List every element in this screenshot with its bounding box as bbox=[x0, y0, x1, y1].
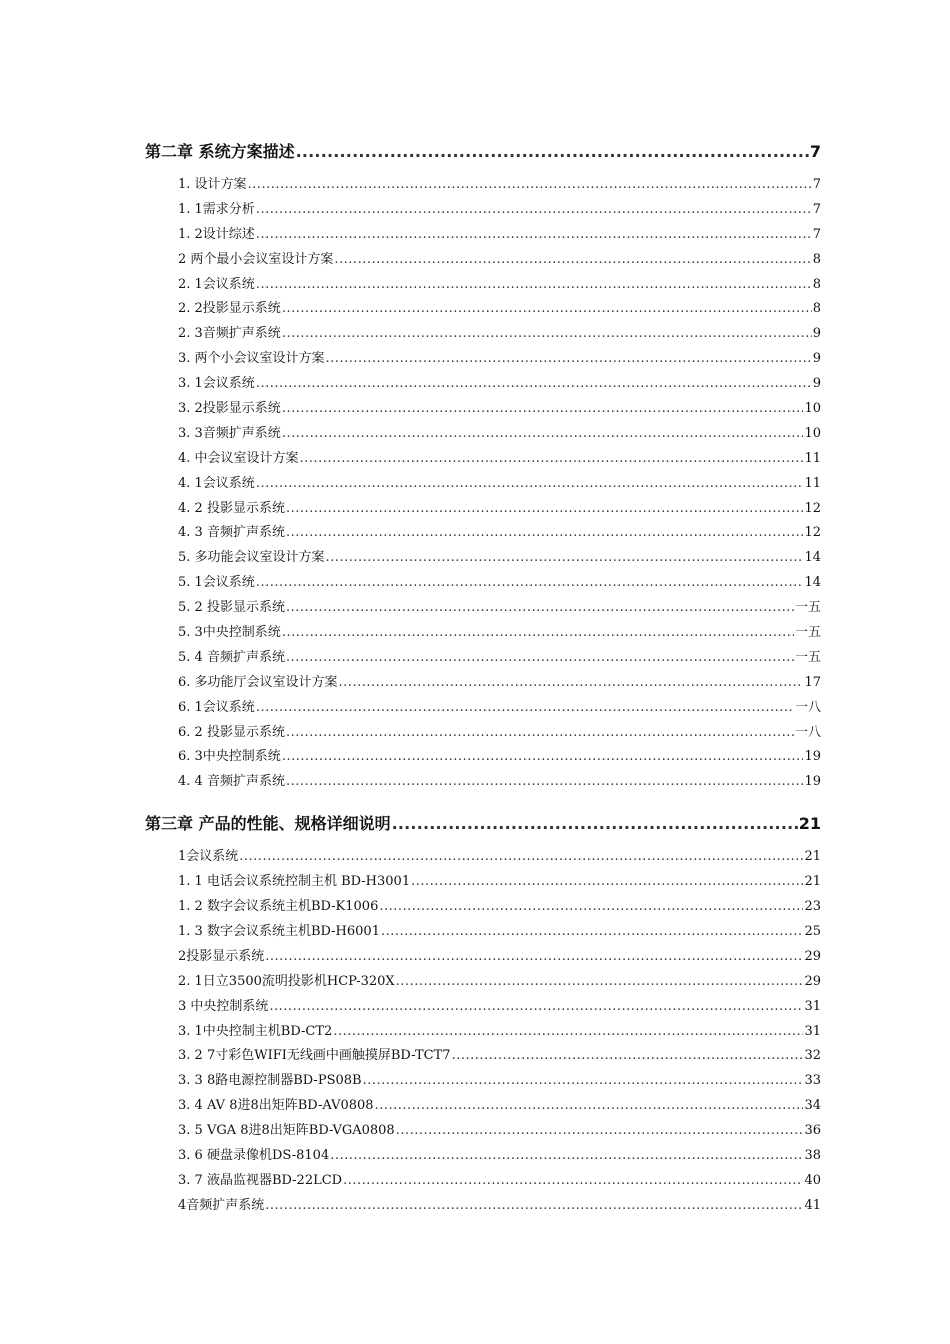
toc-entry-page-number: 7 bbox=[812, 177, 821, 192]
toc-entry[interactable] bbox=[145, 447, 821, 472]
toc-dot-leader bbox=[282, 326, 812, 341]
toc-entry[interactable] bbox=[145, 1194, 821, 1219]
toc-entry-title: 3 中央控制系统 bbox=[178, 998, 269, 1014]
toc-entry-page-number: 8 bbox=[812, 276, 821, 292]
toc-entry[interactable] bbox=[145, 223, 821, 248]
toc-entry-page-number: 10 bbox=[804, 401, 821, 417]
toc-dot-leader bbox=[286, 774, 804, 789]
toc-dot-leader bbox=[379, 899, 803, 914]
toc-dot-leader bbox=[256, 575, 804, 590]
toc-entry-page-number: 9 bbox=[812, 326, 821, 342]
toc-entry-page-number: 10 bbox=[804, 425, 821, 441]
toc-entry-title: 5. 3中央控制系统 bbox=[178, 625, 281, 641]
toc-entry-page-number: 9 bbox=[812, 376, 821, 392]
toc-dot-leader bbox=[326, 351, 812, 366]
toc-entry-page-number: 一五 bbox=[794, 600, 821, 616]
toc-entry-page-number: 7 bbox=[812, 226, 821, 242]
toc-dot-leader bbox=[296, 142, 809, 161]
toc-entry-title: 4音频扩声系统 bbox=[178, 1197, 265, 1213]
toc-dot-leader bbox=[256, 277, 812, 292]
toc-chapter-title: 第三章 产品的性能、规格详细说明 bbox=[145, 814, 391, 834]
toc-entry[interactable] bbox=[145, 1094, 821, 1119]
toc-dot-leader bbox=[363, 1073, 804, 1088]
toc-entry[interactable] bbox=[145, 970, 821, 995]
toc-entry-page-number: 38 bbox=[804, 1147, 821, 1163]
toc-entry-title: 2. 3音频扩声系统 bbox=[178, 326, 281, 342]
toc-entry-page-number: 23 bbox=[804, 899, 821, 915]
toc-dot-leader bbox=[396, 974, 804, 989]
toc-dot-leader bbox=[333, 1024, 803, 1039]
toc-entry[interactable] bbox=[145, 546, 821, 571]
toc-page-number: 7 bbox=[809, 142, 821, 161]
toc-dot-leader bbox=[269, 999, 803, 1014]
toc-entry-page-number: 17 bbox=[804, 674, 821, 690]
toc-entry[interactable] bbox=[145, 696, 821, 721]
toc-entry[interactable] bbox=[145, 571, 821, 596]
toc-entry-title: 5. 1会议系统 bbox=[178, 575, 255, 591]
toc-entry-page-number: 21 bbox=[804, 849, 821, 865]
toc-entry-title: 3. 3 8路电源控制器BD-PS08B bbox=[178, 1073, 362, 1089]
toc-dot-leader bbox=[282, 401, 804, 416]
toc-entry[interactable] bbox=[145, 273, 821, 298]
toc-dot-leader bbox=[286, 650, 794, 665]
toc-entry-page-number: 8 bbox=[812, 251, 821, 267]
toc-entry-page-number: 31 bbox=[804, 1023, 821, 1039]
toc-entry[interactable] bbox=[145, 646, 821, 671]
toc-entry-title: 1. 3 数字会议系统主机BD-H6001 bbox=[178, 923, 380, 939]
toc-entry[interactable] bbox=[145, 248, 821, 273]
toc-dot-leader bbox=[375, 1098, 804, 1113]
toc-entry[interactable] bbox=[145, 845, 821, 870]
toc-entry[interactable] bbox=[145, 521, 821, 546]
toc-dot-leader bbox=[381, 924, 803, 939]
toc-dot-leader bbox=[330, 1148, 803, 1163]
toc-chapter-3-entries bbox=[145, 845, 821, 1218]
toc-dot-leader bbox=[256, 227, 812, 242]
toc-dot-leader bbox=[343, 1173, 803, 1188]
toc-entry-page-number: 41 bbox=[804, 1197, 821, 1213]
toc-entry-title: 3. 3音频扩声系统 bbox=[178, 425, 281, 441]
toc-entry[interactable] bbox=[145, 1119, 821, 1144]
toc-dot-leader bbox=[392, 814, 798, 833]
toc-dot-leader bbox=[286, 725, 794, 740]
toc-entry[interactable] bbox=[145, 671, 821, 696]
toc-entry-title: 1会议系统 bbox=[178, 849, 239, 865]
toc-entry-title: 4. 4 音频扩声系统 bbox=[178, 774, 285, 790]
toc-entry-page-number: 33 bbox=[804, 1073, 821, 1089]
toc-entry[interactable] bbox=[145, 397, 821, 422]
toc-entry-title: 3. 2 7寸彩色WIFI无线画中画触摸屏BD-TCT7 bbox=[178, 1048, 451, 1064]
toc-entry-page-number: 12 bbox=[804, 500, 821, 516]
toc-dot-leader bbox=[282, 301, 812, 316]
toc-entry[interactable] bbox=[145, 995, 821, 1020]
toc-entry-title: 6. 多功能厅会议室设计方案 bbox=[178, 674, 338, 690]
toc-entry-title: 4. 3 音频扩声系统 bbox=[178, 525, 285, 541]
toc-entry-title: 3. 1中央控制主机BD-CT2 bbox=[178, 1023, 333, 1039]
toc-entry-page-number: 29 bbox=[804, 973, 821, 989]
toc-entry-page-number: 25 bbox=[804, 923, 821, 939]
toc-dot-leader bbox=[339, 675, 804, 690]
toc-dot-leader bbox=[256, 700, 794, 715]
toc-entry[interactable] bbox=[145, 621, 821, 646]
toc-entry[interactable] bbox=[145, 322, 821, 347]
toc-entry[interactable] bbox=[145, 472, 821, 497]
toc-entry[interactable] bbox=[145, 347, 821, 372]
table-of-contents bbox=[145, 139, 821, 1219]
toc-dot-leader bbox=[334, 252, 811, 267]
toc-entry-title: 3. 6 硬盘录像机DS-8104 bbox=[178, 1147, 330, 1163]
toc-entry[interactable] bbox=[145, 745, 821, 770]
toc-dot-leader bbox=[396, 1123, 804, 1138]
toc-dot-leader bbox=[239, 849, 803, 864]
toc-dot-leader bbox=[265, 1198, 803, 1213]
toc-entry-title: 4. 2 投影显示系统 bbox=[178, 500, 285, 516]
toc-entry[interactable] bbox=[145, 1069, 821, 1094]
toc-entry[interactable] bbox=[145, 1020, 821, 1045]
toc-entry-title: 3. 1会议系统 bbox=[178, 376, 255, 392]
toc-dot-leader bbox=[248, 177, 812, 192]
toc-entry-page-number: 一五 bbox=[794, 649, 821, 665]
toc-entry-title: 1. 设计方案 bbox=[178, 177, 247, 192]
toc-entry-page-number: 32 bbox=[804, 1048, 821, 1064]
toc-entry-title: 3. 7 液晶监视器BD-22LCD bbox=[178, 1172, 343, 1188]
toc-entry[interactable] bbox=[145, 596, 821, 621]
toc-entry-page-number: 8 bbox=[812, 301, 821, 317]
toc-entry-title: 2. 1会议系统 bbox=[178, 276, 255, 292]
toc-dot-leader bbox=[300, 451, 804, 466]
toc-entry-title: 2 两个最小会议室设计方案 bbox=[178, 251, 334, 267]
toc-entry-page-number: 7 bbox=[812, 201, 821, 217]
toc-entry-title: 3. 两个小会议室设计方案 bbox=[178, 351, 325, 367]
toc-entry-title: 5. 4 音频扩声系统 bbox=[178, 649, 285, 665]
toc-entry-page-number: 一五 bbox=[794, 625, 821, 641]
toc-entry[interactable] bbox=[145, 895, 821, 920]
toc-entry-title: 2. 1日立3500流明投影机HCP-320X bbox=[178, 973, 395, 989]
toc-entry-page-number: 21 bbox=[804, 874, 821, 890]
toc-entry[interactable] bbox=[145, 1144, 821, 1169]
toc-entry-title: 3. 2投影显示系统 bbox=[178, 401, 281, 417]
toc-entry-page-number: 12 bbox=[804, 525, 821, 541]
toc-entry-title: 1. 2 数字会议系统主机BD-K1006 bbox=[178, 899, 379, 915]
toc-dot-leader bbox=[265, 949, 803, 964]
toc-page-number: 21 bbox=[798, 814, 821, 834]
toc-dot-leader bbox=[452, 1048, 804, 1063]
toc-dot-leader bbox=[256, 476, 804, 491]
toc-entry-title: 5. 多功能会议室设计方案 bbox=[178, 550, 325, 566]
toc-entry[interactable] bbox=[145, 1044, 821, 1069]
toc-entry-page-number: 19 bbox=[804, 749, 821, 765]
toc-dot-leader bbox=[256, 202, 812, 217]
toc-entry-title: 6. 1会议系统 bbox=[178, 699, 255, 715]
toc-entry-page-number: 14 bbox=[804, 575, 821, 591]
toc-entry-title: 5. 2 投影显示系统 bbox=[178, 600, 285, 616]
toc-entry-title: 1. 1需求分析 bbox=[178, 201, 255, 217]
toc-chapter-2-entries bbox=[145, 173, 821, 795]
toc-entry[interactable] bbox=[145, 770, 821, 795]
toc-entry[interactable] bbox=[145, 173, 821, 198]
toc-dot-leader bbox=[411, 874, 803, 889]
toc-entry[interactable] bbox=[145, 422, 821, 447]
toc-entry-title: 4. 中会议室设计方案 bbox=[178, 450, 299, 466]
toc-chapter-title: 第二章 系统方案描述 bbox=[145, 142, 295, 161]
toc-chapter-2[interactable] bbox=[145, 139, 821, 163]
toc-entry-title: 1. 1 电话会议系统控制主机 BD-H3001 bbox=[178, 874, 411, 890]
toc-entry-page-number: 14 bbox=[804, 550, 821, 566]
toc-entry-title: 6. 3中央控制系统 bbox=[178, 749, 281, 765]
toc-dot-leader bbox=[286, 525, 804, 540]
toc-chapter-3[interactable] bbox=[145, 811, 821, 835]
toc-entry-title: 3. 4 AV 8进8出矩阵BD-AV0808 bbox=[178, 1098, 374, 1114]
toc-entry-page-number: 36 bbox=[804, 1123, 821, 1139]
toc-entry[interactable] bbox=[145, 945, 821, 970]
toc-entry[interactable] bbox=[145, 870, 821, 895]
toc-entry-page-number: 31 bbox=[804, 998, 821, 1014]
toc-dot-leader bbox=[256, 376, 812, 391]
toc-dot-leader bbox=[286, 501, 804, 516]
toc-dot-leader bbox=[282, 749, 804, 764]
toc-entry[interactable] bbox=[145, 721, 821, 746]
toc-entry-title: 2. 2投影显示系统 bbox=[178, 301, 281, 317]
toc-entry-page-number: 19 bbox=[804, 774, 821, 790]
toc-dot-leader bbox=[286, 600, 794, 615]
toc-entry[interactable] bbox=[145, 920, 821, 945]
toc-entry-page-number: 11 bbox=[804, 475, 821, 491]
toc-entry[interactable] bbox=[145, 198, 821, 223]
toc-entry[interactable] bbox=[145, 497, 821, 522]
toc-entry-page-number: 一八 bbox=[794, 699, 821, 715]
toc-entry[interactable] bbox=[145, 297, 821, 322]
toc-entry[interactable] bbox=[145, 372, 821, 397]
toc-dot-leader bbox=[326, 550, 804, 565]
toc-entry-page-number: 34 bbox=[804, 1098, 821, 1114]
toc-entry-page-number: 9 bbox=[812, 351, 821, 367]
toc-entry[interactable] bbox=[145, 1169, 821, 1194]
toc-entry-title: 2投影显示系统 bbox=[178, 948, 265, 964]
toc-entry-title: 3. 5 VGA 8进8出矩阵BD-VGA0808 bbox=[178, 1123, 395, 1139]
toc-entry-title: 4. 1会议系统 bbox=[178, 475, 255, 491]
toc-entry-title: 6. 2 投影显示系统 bbox=[178, 724, 285, 740]
toc-dot-leader bbox=[282, 625, 794, 640]
toc-entry-page-number: 一八 bbox=[794, 724, 821, 740]
toc-entry-title: 1. 2设计综述 bbox=[178, 226, 255, 242]
toc-dot-leader bbox=[282, 426, 804, 441]
toc-entry-page-number: 40 bbox=[804, 1172, 821, 1188]
toc-entry-page-number: 29 bbox=[804, 948, 821, 964]
toc-entry-page-number: 11 bbox=[804, 450, 821, 466]
